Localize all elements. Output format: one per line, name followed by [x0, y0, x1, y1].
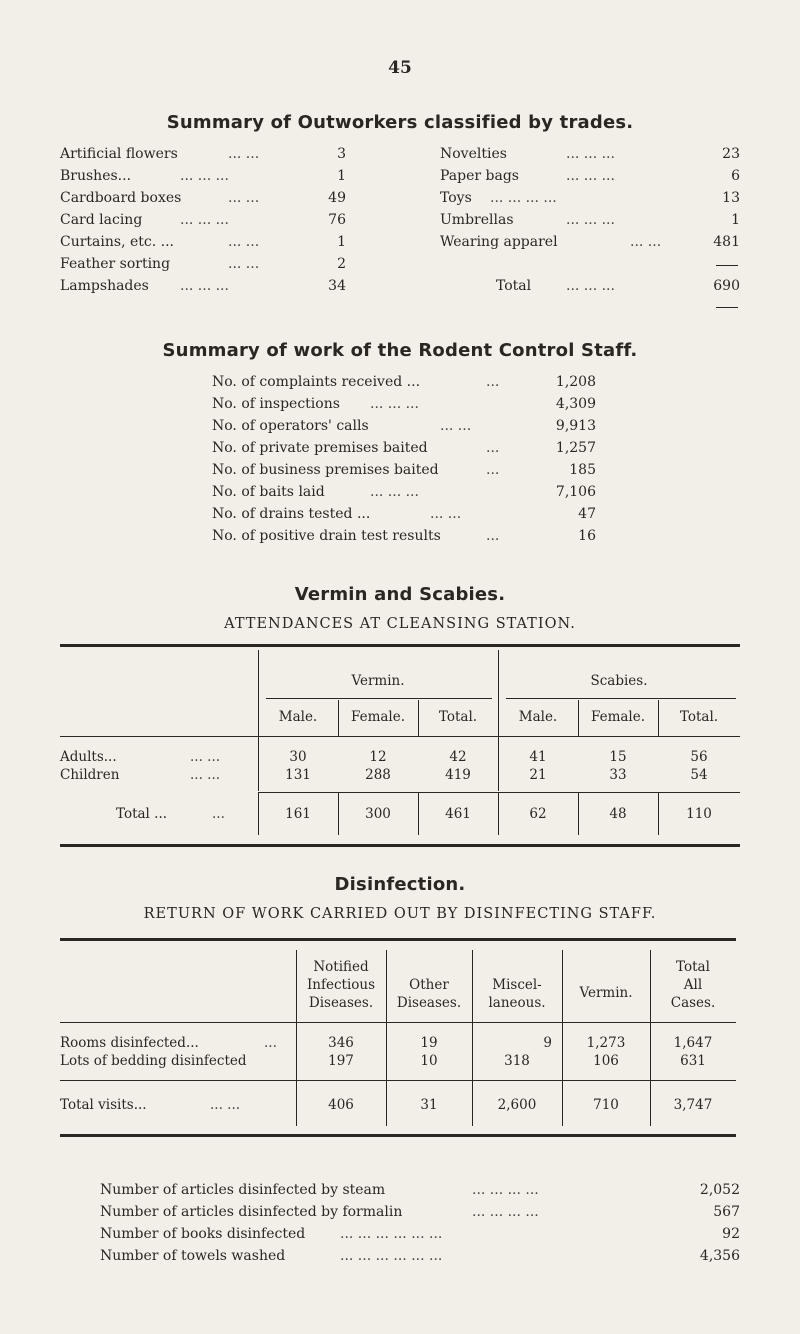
rodent-value: 9,913 — [555, 418, 596, 434]
rodent-value: 185 — [569, 462, 596, 478]
leader-dots: ... ... — [228, 234, 260, 250]
leader-dots: ... — [486, 374, 500, 390]
col-header-line: Miscel- — [492, 977, 542, 993]
list-item — [60, 188, 346, 208]
leader-dots: ... — [486, 440, 500, 456]
list-item — [100, 1202, 740, 1222]
leader-dots: ... ... ... — [180, 278, 229, 294]
cell-value: 30 — [289, 749, 307, 765]
col-header — [296, 958, 386, 1012]
cell-value: 48 — [609, 806, 627, 822]
trade-count: 1 — [337, 168, 346, 184]
trade-count: 481 — [713, 234, 740, 250]
rodent-value: 16 — [578, 528, 596, 544]
outworkers-right-list — [440, 144, 740, 304]
list-item — [100, 1246, 740, 1266]
col-header-line: Diseases. — [308, 995, 374, 1011]
rodent-label: No. of private premises baited — [212, 440, 428, 456]
leader-dots: ... ... — [440, 418, 472, 434]
table-row — [60, 1034, 736, 1052]
cell-value: 10 — [420, 1053, 438, 1069]
disinfection-subtitle: RETURN OF WORK CARRIED OUT BY DISINFECTING STAFF. — [143, 906, 657, 922]
cell-value: 406 — [328, 1097, 354, 1113]
rodent-label: No. of positive drain test results — [212, 528, 441, 544]
row-label: Children — [60, 767, 120, 783]
cell-value: 2,600 — [497, 1097, 537, 1113]
leader-dots: ... ... ... — [566, 212, 615, 228]
cell-value: 15 — [609, 749, 627, 765]
article-label: Number of articles disinfected by formalin — [100, 1204, 403, 1220]
cell-value: 161 — [285, 806, 311, 822]
article-value: 92 — [722, 1226, 740, 1242]
leader-dots: ... ... ... ... — [472, 1204, 539, 1220]
group-rule — [506, 698, 736, 699]
col-header — [472, 976, 562, 1012]
row-label: Lots of bedding disinfected — [60, 1053, 247, 1069]
list-item — [212, 526, 596, 546]
total-count: 690 — [713, 278, 740, 294]
leader-dots: ... ... ... ... — [490, 190, 557, 206]
table-top-rule — [60, 938, 736, 941]
cell-value: 318 — [504, 1053, 530, 1069]
trade-count: 76 — [328, 212, 346, 228]
sum-rule — [716, 307, 738, 308]
col-header-line: Notified — [313, 959, 369, 975]
leader-dots: ... — [264, 1035, 277, 1051]
leader-dots: ... — [212, 806, 225, 822]
total-label: Total — [496, 278, 532, 294]
rodent-value: 47 — [578, 506, 596, 522]
article-label: Number of books disinfected — [100, 1226, 306, 1242]
col-header-line: Vermin. — [579, 985, 633, 1001]
col-header-line: Other — [409, 977, 449, 993]
total-rule — [60, 1080, 736, 1081]
table-total-row — [60, 1096, 736, 1114]
list-item — [60, 210, 346, 230]
rodent-label: No. of complaints received ... — [212, 374, 421, 390]
cell-value: 461 — [445, 806, 471, 822]
trade-label: Novelties — [440, 146, 507, 162]
col-header — [386, 976, 472, 1012]
trade-count: 49 — [328, 190, 346, 206]
total-label: Total visits... — [60, 1097, 147, 1113]
trade-count: 6 — [731, 168, 740, 184]
trade-label: Brushes... — [60, 168, 132, 184]
cell-value: 41 — [529, 749, 547, 765]
list-item — [440, 188, 740, 208]
rodent-list — [212, 372, 596, 552]
cell-value: 62 — [529, 806, 547, 822]
leader-dots: ... ... ... ... ... ... — [340, 1226, 443, 1242]
cell-value: 197 — [328, 1053, 354, 1069]
cell-value: 419 — [445, 767, 471, 783]
rodent-value: 1,257 — [555, 440, 596, 456]
rodent-title: Summary of work of the Rodent Control Staff. — [162, 340, 638, 361]
rodent-value: 1,208 — [555, 374, 596, 390]
disinfection-table — [60, 938, 736, 1144]
leader-dots: ... ... — [430, 506, 462, 522]
list-item — [440, 232, 740, 252]
table-top-rule — [60, 644, 740, 647]
rodent-label: No. of operators' calls — [212, 418, 369, 434]
list-item — [100, 1224, 740, 1244]
col-header: Male. — [278, 709, 318, 725]
leader-dots: ... ... — [630, 234, 662, 250]
leader-dots: ... ... ... — [370, 396, 419, 412]
trade-label: Artificial flowers — [60, 146, 178, 162]
cell-value: 1,273 — [586, 1035, 626, 1051]
trade-label: Feather sorting — [60, 256, 171, 272]
list-item — [60, 144, 346, 164]
cell-value: 300 — [365, 806, 391, 822]
leader-dots: ... ... ... — [180, 168, 229, 184]
cell-value: 710 — [593, 1097, 619, 1113]
list-item — [440, 144, 740, 164]
trade-label: Wearing apparel — [440, 234, 558, 250]
table-row — [60, 766, 740, 784]
trade-label: Curtains, etc. ... — [60, 234, 174, 250]
leader-dots: ... — [486, 528, 500, 544]
cell-value: 131 — [285, 767, 311, 783]
cell-value: 31 — [420, 1097, 438, 1113]
disinfection-title: Disinfection. — [334, 874, 466, 895]
total-rule — [258, 792, 740, 793]
list-item — [212, 438, 596, 458]
article-label: Number of articles disinfected by steam — [100, 1182, 386, 1198]
leader-dots: ... ... — [190, 767, 221, 783]
trade-count: 23 — [722, 146, 740, 162]
trade-count: 1 — [731, 212, 740, 228]
col-header-line: laneous. — [488, 995, 546, 1011]
trade-label: Umbrellas — [440, 212, 514, 228]
trade-label: Cardboard boxes — [60, 190, 182, 206]
list-item — [100, 1180, 740, 1200]
list-item — [60, 254, 346, 274]
page-number: 45 — [388, 58, 412, 78]
list-item — [212, 372, 596, 392]
cell-value: 54 — [690, 767, 708, 783]
article-value: 567 — [713, 1204, 740, 1220]
trade-label: Paper bags — [440, 168, 519, 184]
outworkers-title: Summary of Outworkers classified by trades. — [166, 112, 634, 133]
leader-dots: ... ... ... — [180, 212, 229, 228]
row-label: Adults... — [60, 749, 117, 765]
col-header: Total. — [438, 709, 478, 725]
rodent-label: No. of drains tested ... — [212, 506, 371, 522]
list-item — [212, 460, 596, 480]
total-row — [440, 276, 740, 296]
leader-dots: ... ... — [228, 190, 260, 206]
table-row — [60, 1052, 736, 1070]
col-header: Female. — [590, 709, 646, 725]
table-row — [60, 748, 740, 766]
cell-value: 12 — [369, 749, 387, 765]
articles-list — [100, 1180, 740, 1270]
rodent-value: 4,309 — [555, 396, 596, 412]
row-label: Rooms disinfected... — [60, 1035, 199, 1051]
rodent-value: 7,106 — [555, 484, 596, 500]
col-header-line: Infectious — [306, 977, 376, 993]
cell-value: 19 — [420, 1035, 438, 1051]
leader-dots: ... ... ... — [566, 278, 615, 294]
vermin-title: Vermin and Scabies. — [294, 584, 506, 605]
list-item — [60, 276, 346, 296]
cell-value: 631 — [680, 1053, 706, 1069]
cell-value: 3,747 — [673, 1097, 713, 1113]
vermin-subtitle: ATTENDANCES AT CLEANSING STATION. — [224, 616, 576, 632]
trade-count: 2 — [337, 256, 346, 272]
article-label: Number of towels washed — [100, 1248, 286, 1264]
trade-count: 1 — [337, 234, 346, 250]
cell-value: 346 — [328, 1035, 354, 1051]
cell-value: 42 — [449, 749, 467, 765]
leader-dots: ... ... — [190, 749, 221, 765]
list-item — [440, 210, 740, 230]
article-value: 2,052 — [699, 1182, 740, 1198]
col-header — [562, 984, 650, 1002]
trade-label: Lampshades — [60, 278, 149, 294]
col-header: Female. — [350, 709, 406, 725]
list-item — [60, 232, 346, 252]
leader-dots: ... ... ... ... ... ... — [340, 1248, 443, 1264]
leader-dots: ... ... — [228, 256, 260, 272]
group-header-vermin: Vermin. — [351, 673, 405, 689]
list-item — [212, 394, 596, 414]
cell-value: 56 — [690, 749, 708, 765]
cell-value: 1,647 — [673, 1035, 713, 1051]
col-header-line: Total — [676, 959, 710, 975]
trade-count: 3 — [337, 146, 346, 162]
cell-value: 9 — [543, 1035, 552, 1051]
leader-dots: ... ... ... — [566, 146, 615, 162]
col-header-line: Diseases. — [396, 995, 462, 1011]
list-item — [212, 416, 596, 436]
list-item — [440, 166, 740, 186]
col-header: Male. — [518, 709, 558, 725]
trade-count: 13 — [722, 190, 740, 206]
col-header — [650, 958, 736, 1012]
cell-value: 110 — [686, 806, 712, 822]
article-value: 4,356 — [699, 1248, 740, 1264]
cell-value: 288 — [365, 767, 391, 783]
cell-value: 33 — [609, 767, 627, 783]
leader-dots: ... — [486, 462, 500, 478]
leader-dots: ... ... — [210, 1097, 241, 1113]
table-total-row — [60, 805, 740, 823]
trade-count: 34 — [328, 278, 346, 294]
col-header-line: Cases. — [670, 995, 716, 1011]
list-item — [60, 166, 346, 186]
list-item — [212, 482, 596, 502]
rodent-label: No. of baits laid — [212, 484, 325, 500]
cell-value: 21 — [529, 767, 547, 783]
col-header-line: All — [683, 977, 703, 993]
sum-rule — [716, 265, 738, 266]
table-bottom-rule — [60, 844, 740, 847]
rodent-label: No. of inspections — [212, 396, 340, 412]
col-header: Total. — [679, 709, 719, 725]
leader-dots: ... ... ... ... — [472, 1182, 539, 1198]
vermin-table — [60, 644, 740, 850]
leader-dots: ... ... ... — [566, 168, 615, 184]
list-item — [212, 504, 596, 524]
cell-value: 106 — [593, 1053, 619, 1069]
table-bottom-rule — [60, 1134, 736, 1137]
leader-dots: ... ... — [228, 146, 260, 162]
group-header-scabies: Scabies. — [590, 673, 648, 689]
rodent-label: No. of business premises baited — [212, 462, 439, 478]
trade-label: Toys — [440, 190, 472, 206]
trade-label: Card lacing — [60, 212, 143, 228]
total-label: Total ... — [116, 806, 168, 822]
outworkers-left-list — [60, 144, 346, 304]
header-rule — [60, 1022, 736, 1023]
group-rule — [266, 698, 492, 699]
header-rule — [60, 736, 740, 737]
leader-dots: ... ... ... — [370, 484, 419, 500]
